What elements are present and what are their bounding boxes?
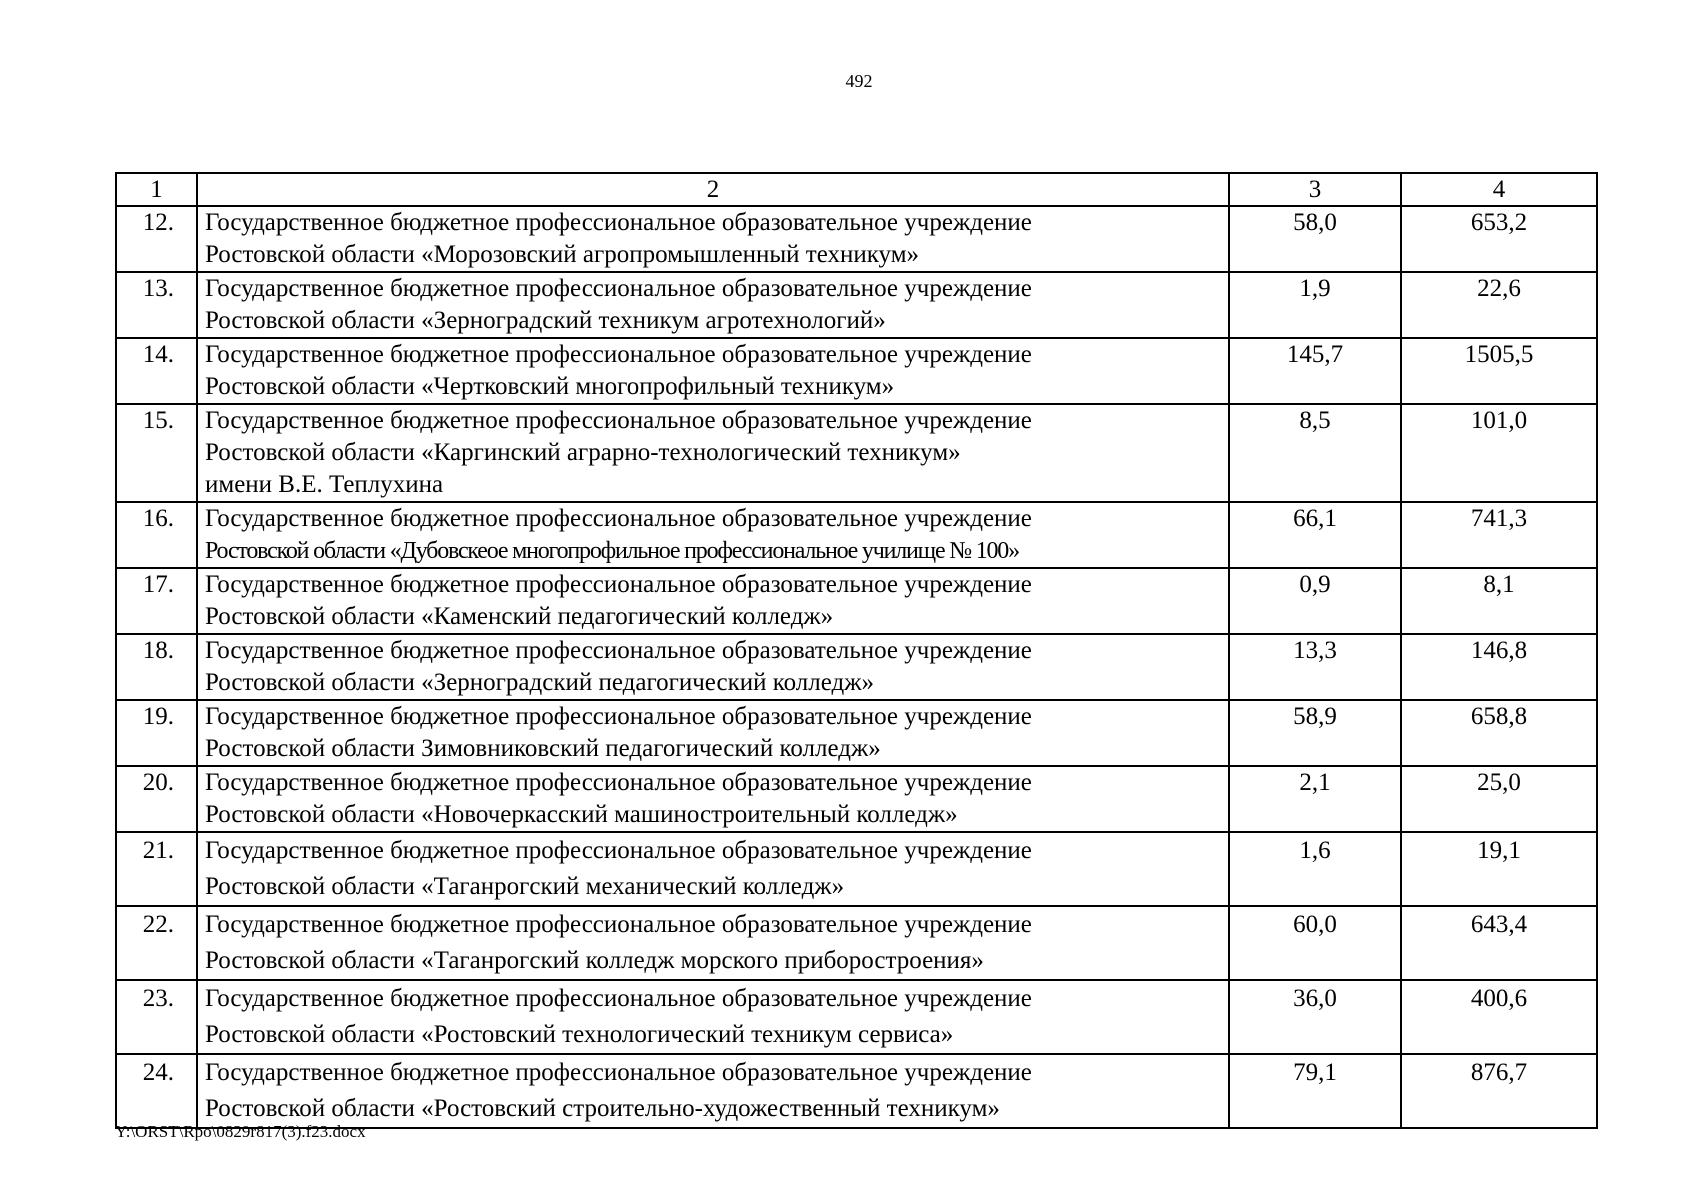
- institution-name-line: Ростовской области «Новочеркасский машиностроительный колледж»: [205, 801, 958, 828]
- institution-name-cell: [197, 272, 1229, 338]
- table-row: [116, 404, 1597, 502]
- table-row: [116, 980, 1597, 1054]
- row-number-cell: 24.: [116, 1054, 197, 1128]
- table-row: [116, 568, 1597, 634]
- row-number-cell: 14.: [116, 338, 197, 404]
- row-number-cell: 13.: [116, 272, 197, 338]
- value-column-4-cell: 741,3: [1401, 502, 1597, 568]
- institution-name-line: Ростовской области «Каргинский аграрно-технологический техникум»: [205, 439, 961, 466]
- table-row: [116, 272, 1597, 338]
- institution-name-line: Государственное бюджетное профессиональное образовательное учреждение: [205, 703, 1032, 730]
- institution-name-cell: [197, 832, 1229, 906]
- table-row: [116, 502, 1597, 568]
- table-row: [116, 766, 1597, 832]
- institution-name-line: Государственное бюджетное профессиональное образовательное учреждение: [205, 275, 1032, 302]
- institution-name-line: Ростовской области «Ростовский строительно-художественный техникум»: [205, 1095, 1000, 1122]
- institution-name-line: Ростовской области «Чертковский многопрофильный техникум»: [205, 373, 895, 400]
- institutions-table: [115, 172, 1598, 1129]
- institution-name-line: Государственное бюджетное профессиональное образовательное учреждение: [205, 571, 1032, 598]
- header-cell-4: 4: [1401, 173, 1597, 206]
- value-column-3-cell: 58,0: [1229, 206, 1401, 272]
- value-column-4-cell: 400,6: [1401, 980, 1597, 1054]
- institution-name-cell: [197, 700, 1229, 766]
- row-number-cell: 12.: [116, 206, 197, 272]
- value-column-3-cell: 36,0: [1229, 980, 1401, 1054]
- institution-name-line: Государственное бюджетное профессиональное образовательное учреждение: [205, 505, 1032, 532]
- institution-name-line: Ростовской области «Каменский педагогический колледж»: [205, 603, 834, 630]
- institution-name-cell: [197, 206, 1229, 272]
- institution-name-line: Ростовской области «Ростовский технологический техникум сервиса»: [205, 1021, 954, 1048]
- value-column-4-cell: 22,6: [1401, 272, 1597, 338]
- row-number-cell: 18.: [116, 634, 197, 700]
- institution-name-cell: [197, 502, 1229, 568]
- table-row: [116, 634, 1597, 700]
- institution-name-line: Ростовской области «Зерноградский педагогический колледж»: [205, 669, 875, 696]
- value-column-4-cell: 25,0: [1401, 766, 1597, 832]
- value-column-4-cell: 8,1: [1401, 568, 1597, 634]
- institution-name-line: Государственное бюджетное профессиональное образовательное учреждение: [205, 911, 1032, 938]
- institution-name-line: Ростовской области «Таганрогский механический колледж»: [205, 873, 845, 900]
- institution-name-cell: [197, 1054, 1229, 1128]
- header-cell-3: 3: [1229, 173, 1401, 206]
- value-column-3-cell: 13,3: [1229, 634, 1401, 700]
- table-row: [116, 832, 1597, 906]
- row-number-cell: 20.: [116, 766, 197, 832]
- value-column-4-cell: 1505,5: [1401, 338, 1597, 404]
- institution-name-line: Государственное бюджетное профессиональное образовательное учреждение: [205, 637, 1032, 664]
- row-number-cell: 23.: [116, 980, 197, 1054]
- institution-name-line: Государственное бюджетное профессиональное образовательное учреждение: [205, 1059, 1032, 1086]
- value-column-3-cell: 1,9: [1229, 272, 1401, 338]
- table-header-row: [116, 173, 1597, 206]
- row-number-cell: 19.: [116, 700, 197, 766]
- institution-name-line: Ростовской области Зимовниковский педагогический колледж»: [205, 735, 881, 762]
- institution-name-line: Государственное бюджетное профессиональное образовательное учреждение: [205, 209, 1032, 236]
- institution-name-cell: [197, 980, 1229, 1054]
- institution-name-cell: [197, 338, 1229, 404]
- institution-name-cell: [197, 766, 1229, 832]
- value-column-3-cell: 8,5: [1229, 404, 1401, 502]
- table-row: [116, 206, 1597, 272]
- institution-name-line: Ростовской области «Дубовскеое многопрофильное профессиональное училище № 100»: [205, 538, 1019, 564]
- institution-name-line: Государственное бюджетное профессиональное образовательное учреждение: [205, 341, 1032, 368]
- institution-name-line: Ростовской области «Таганрогский колледж морского приборостроения»: [205, 947, 984, 974]
- institution-name-line: Государственное бюджетное профессиональное образовательное учреждение: [205, 407, 1032, 434]
- value-column-3-cell: 66,1: [1229, 502, 1401, 568]
- value-column-4-cell: 643,4: [1401, 906, 1597, 980]
- row-number-cell: 22.: [116, 906, 197, 980]
- institution-name-line: Ростовской области «Зерноградский техникум агротехнологий»: [205, 307, 886, 334]
- value-column-4-cell: 876,7: [1401, 1054, 1597, 1128]
- footer-file-path: Y:\ORST\Rpo\0829r817(3).f23.docx: [115, 1122, 366, 1141]
- value-column-4-cell: 19,1: [1401, 832, 1597, 906]
- value-column-3-cell: 2,1: [1229, 766, 1401, 832]
- table-row: [116, 700, 1597, 766]
- institution-name-line: имени В.Е. Теплухина: [205, 471, 444, 498]
- institution-name-line: Ростовской области «Морозовский агропромышленный техникум»: [205, 241, 920, 268]
- institution-name-line: Государственное бюджетное профессиональное образовательное учреждение: [205, 769, 1032, 796]
- table-row: [116, 338, 1597, 404]
- value-column-3-cell: 79,1: [1229, 1054, 1401, 1128]
- row-number-cell: 17.: [116, 568, 197, 634]
- table-row: [116, 1054, 1597, 1128]
- value-column-4-cell: 146,8: [1401, 634, 1597, 700]
- header-cell-1: 1: [116, 173, 197, 206]
- value-column-3-cell: 0,9: [1229, 568, 1401, 634]
- page-number: 492: [845, 71, 873, 91]
- institution-name-line: Государственное бюджетное профессиональное образовательное учреждение: [205, 985, 1032, 1012]
- institution-name-cell: [197, 568, 1229, 634]
- institution-name-cell: [197, 634, 1229, 700]
- institution-name-line: Государственное бюджетное профессиональное образовательное учреждение: [205, 837, 1032, 864]
- institution-name-cell: [197, 404, 1229, 502]
- header-cell-2: 2: [197, 173, 1229, 206]
- table-row: [116, 906, 1597, 980]
- value-column-4-cell: 653,2: [1401, 206, 1597, 272]
- value-column-4-cell: 101,0: [1401, 404, 1597, 502]
- value-column-4-cell: 658,8: [1401, 700, 1597, 766]
- institution-name-cell: [197, 906, 1229, 980]
- value-column-3-cell: 145,7: [1229, 338, 1401, 404]
- table-body: [116, 173, 1597, 1128]
- value-column-3-cell: 1,6: [1229, 832, 1401, 906]
- row-number-cell: 21.: [116, 832, 197, 906]
- value-column-3-cell: 58,9: [1229, 700, 1401, 766]
- row-number-cell: 15.: [116, 404, 197, 502]
- row-number-cell: 16.: [116, 502, 197, 568]
- value-column-3-cell: 60,0: [1229, 906, 1401, 980]
